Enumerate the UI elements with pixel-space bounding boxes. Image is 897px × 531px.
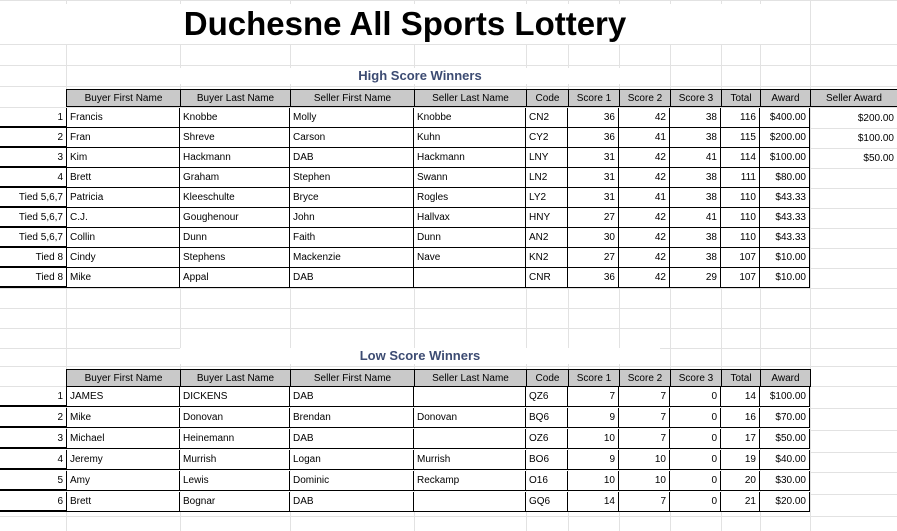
seller-award-cell: $200.00 [857,112,894,124]
seller-first-cell[interactable]: DAB [290,429,414,449]
total-cell[interactable]: 110 [721,188,760,208]
high-column-header: Score 1 [568,89,620,107]
high-column-header: Buyer Last Name [180,89,291,107]
code-cell[interactable]: AN2 [526,228,568,248]
seller-first-cell[interactable]: Logan [290,450,414,470]
buyer-last-cell[interactable]: Bognar [180,492,290,512]
award-cell[interactable]: $43.33 [760,228,810,248]
buyer-first-cell[interactable]: JAMES [66,387,180,407]
code-cell[interactable]: CY2 [526,128,568,148]
s1-cell[interactable]: 36 [568,108,619,128]
gridline-horizontal [0,65,897,66]
gridline-horizontal [0,308,897,309]
rank-label: 2 [0,408,66,428]
s1-cell[interactable]: 30 [568,228,619,248]
rank-label: Tied 5,6,7 [0,208,66,228]
code-cell[interactable]: OZ6 [526,429,568,449]
s3-cell[interactable]: 0 [670,492,721,512]
seller-last-cell[interactable]: Hallvax [414,208,526,228]
seller-first-cell[interactable]: Stephen [290,168,414,188]
award-cell[interactable]: $10.00 [760,268,810,288]
buyer-last-cell[interactable]: Knobbe [180,108,290,128]
seller-award-cell [810,228,897,248]
buyer-first-cell[interactable]: Mike [66,268,180,288]
high-column-header: Seller First Name [290,89,415,107]
award-cell[interactable]: $43.33 [760,208,810,228]
s2-cell[interactable]: 42 [619,208,670,228]
award-cell[interactable]: $70.00 [760,408,810,428]
high-column-header: Seller Last Name [414,89,527,107]
code-cell[interactable]: KN2 [526,248,568,268]
low-column-header: Buyer First Name [66,369,181,387]
gridline-horizontal [0,44,897,45]
award-cell[interactable]: $400.00 [760,108,810,128]
seller-first-cell[interactable]: DAB [290,387,414,407]
rank-label: Tied 5,6,7 [0,188,66,208]
s3-cell[interactable]: 0 [670,408,721,428]
gridline-horizontal [0,366,897,367]
seller-award-cell [810,188,897,208]
seller-last-cell[interactable]: Knobbe [414,108,526,128]
s1-cell[interactable]: 10 [568,471,619,491]
seller-last-cell[interactable]: Dunn [414,228,526,248]
low-column-header: Total [721,369,761,387]
award-cell[interactable]: $30.00 [760,471,810,491]
seller-first-cell[interactable]: Brendan [290,408,414,428]
seller-first-cell[interactable]: Mackenzie [290,248,414,268]
s2-cell[interactable]: 7 [619,387,670,407]
buyer-last-cell[interactable]: Hackmann [180,148,290,168]
rank-label: 4 [0,168,66,188]
s1-cell[interactable]: 7 [568,387,619,407]
seller-last-cell[interactable] [414,429,526,449]
seller-last-cell[interactable] [414,492,526,512]
seller-award-cell [810,168,897,188]
buyer-last-cell[interactable]: Shreve [180,128,290,148]
rank-label: Tied 8 [0,268,66,288]
s1-cell[interactable]: 31 [568,188,619,208]
s1-cell[interactable]: 36 [568,128,619,148]
rank-label: 3 [0,148,66,168]
gridline-horizontal [0,288,897,289]
total-cell[interactable]: 19 [721,450,760,470]
s2-cell[interactable]: 10 [619,471,670,491]
seller-last-cell[interactable]: Nave [414,248,526,268]
seller-award-cell: $50.00 [863,152,894,164]
high-column-header: Score 3 [670,89,722,107]
high-score-heading: High Score Winners [180,68,660,84]
s1-cell[interactable]: 9 [568,450,619,470]
code-cell[interactable]: HNY [526,208,568,228]
seller-last-cell[interactable]: Murrish [414,450,526,470]
s2-cell[interactable]: 42 [619,228,670,248]
s3-cell[interactable]: 38 [670,188,721,208]
s2-cell[interactable]: 42 [619,168,670,188]
s1-cell[interactable]: 14 [568,492,619,512]
buyer-first-cell[interactable]: Francis [66,108,180,128]
rank-label: 4 [0,450,66,470]
code-cell[interactable]: CN2 [526,108,568,128]
award-cell[interactable]: $200.00 [760,128,810,148]
s3-cell[interactable]: 0 [670,450,721,470]
s3-cell[interactable]: 29 [670,268,721,288]
buyer-first-cell[interactable]: Collin [66,228,180,248]
seller-first-cell[interactable]: Molly [290,108,414,128]
s3-cell[interactable]: 38 [670,168,721,188]
seller-award-cell: $100.00 [857,132,894,144]
buyer-first-cell[interactable]: Patricia [66,188,180,208]
code-cell[interactable]: BQ6 [526,408,568,428]
buyer-last-cell[interactable]: Goughenour [180,208,290,228]
s2-cell[interactable]: 42 [619,268,670,288]
rank-label: Tied 8 [0,248,66,268]
s1-cell[interactable]: 10 [568,429,619,449]
code-cell[interactable]: O16 [526,471,568,491]
gridline-horizontal [0,516,897,517]
low-column-header: Score 3 [670,369,722,387]
buyer-first-cell[interactable]: Michael [66,429,180,449]
low-column-header: Buyer Last Name [180,369,291,387]
seller-last-cell[interactable]: Kuhn [414,128,526,148]
s1-cell[interactable]: 27 [568,208,619,228]
s1-cell[interactable]: 31 [568,148,619,168]
rank-label: 3 [0,429,66,449]
s3-cell[interactable]: 38 [670,128,721,148]
buyer-last-cell[interactable]: Stephens [180,248,290,268]
s2-cell[interactable]: 42 [619,108,670,128]
award-cell[interactable]: $100.00 [760,148,810,168]
sheet-title: Duchesne All Sports Lottery [0,4,810,44]
total-cell[interactable]: 107 [721,248,760,268]
code-cell[interactable]: QZ6 [526,387,568,407]
rank-label: 1 [0,108,66,128]
seller-award-cell [810,208,897,228]
seller-first-cell[interactable]: Carson [290,128,414,148]
award-cell[interactable]: $43.33 [760,188,810,208]
buyer-last-cell[interactable]: Heinemann [180,429,290,449]
s2-cell[interactable]: 7 [619,429,670,449]
total-cell[interactable]: 107 [721,268,760,288]
total-cell[interactable]: 111 [721,168,760,188]
total-cell[interactable]: 20 [721,471,760,491]
rank-label: Tied 5,6,7 [0,228,66,248]
s1-cell[interactable]: 9 [568,408,619,428]
low-column-header: Score 2 [619,369,671,387]
s3-cell[interactable]: 41 [670,208,721,228]
total-cell[interactable]: 17 [721,429,760,449]
seller-last-cell[interactable]: Hackmann [414,148,526,168]
buyer-last-cell[interactable]: Donovan [180,408,290,428]
code-cell[interactable]: LY2 [526,188,568,208]
high-column-header: Award [760,89,811,107]
s1-cell[interactable]: 36 [568,268,619,288]
total-cell[interactable]: 114 [721,148,760,168]
seller-first-cell[interactable]: DAB [290,492,414,512]
s3-cell[interactable]: 0 [670,429,721,449]
gridline-horizontal [0,328,897,329]
total-cell[interactable]: 16 [721,408,760,428]
s2-cell[interactable]: 42 [619,248,670,268]
high-column-header: Seller Award [810,89,897,107]
buyer-first-cell[interactable]: Fran [66,128,180,148]
code-cell[interactable]: BO6 [526,450,568,470]
seller-last-cell[interactable]: Reckamp [414,471,526,491]
s2-cell[interactable]: 42 [619,148,670,168]
total-cell[interactable]: 21 [721,492,760,512]
seller-award-cell [810,248,897,268]
total-cell[interactable]: 14 [721,387,760,407]
buyer-first-cell[interactable]: Kim [66,148,180,168]
s2-cell[interactable]: 41 [619,188,670,208]
seller-last-cell[interactable]: Rogles [414,188,526,208]
high-column-header: Buyer First Name [66,89,181,107]
s3-cell[interactable]: 0 [670,387,721,407]
seller-first-cell[interactable]: Bryce [290,188,414,208]
code-cell[interactable]: LN2 [526,168,568,188]
buyer-first-cell[interactable]: Brett [66,168,180,188]
low-score-heading: Low Score Winners [180,348,660,364]
award-cell[interactable]: $50.00 [760,429,810,449]
buyer-first-cell[interactable]: C.J. [66,208,180,228]
low-column-header: Seller Last Name [414,369,527,387]
low-column-header: Score 1 [568,369,620,387]
total-cell[interactable]: 116 [721,108,760,128]
buyer-first-cell[interactable]: Brett [66,492,180,512]
s2-cell[interactable]: 7 [619,408,670,428]
seller-last-cell[interactable]: Swann [414,168,526,188]
buyer-last-cell[interactable]: Lewis [180,471,290,491]
award-cell[interactable]: $40.00 [760,450,810,470]
s1-cell[interactable]: 31 [568,168,619,188]
award-cell[interactable]: $80.00 [760,168,810,188]
s2-cell[interactable]: 7 [619,492,670,512]
seller-last-cell[interactable] [414,387,526,407]
award-cell[interactable]: $10.00 [760,248,810,268]
total-cell[interactable]: 110 [721,208,760,228]
award-cell[interactable]: $20.00 [760,492,810,512]
high-column-header: Code [526,89,569,107]
s2-cell[interactable]: 10 [619,450,670,470]
low-column-header: Seller First Name [290,369,415,387]
seller-award-cell [810,268,897,288]
buyer-last-cell[interactable]: Kleeschulte [180,188,290,208]
buyer-first-cell[interactable]: Mike [66,408,180,428]
seller-last-cell[interactable] [414,268,526,288]
s3-cell[interactable]: 41 [670,148,721,168]
seller-first-cell[interactable]: Faith [290,228,414,248]
total-cell[interactable]: 110 [721,228,760,248]
seller-first-cell[interactable]: DAB [290,148,414,168]
rank-label: 1 [0,387,66,407]
low-column-header: Award [760,369,811,387]
s3-cell[interactable]: 0 [670,471,721,491]
buyer-last-cell[interactable]: Appal [180,268,290,288]
seller-first-cell[interactable]: DAB [290,268,414,288]
buyer-last-cell[interactable]: Murrish [180,450,290,470]
award-cell[interactable]: $100.00 [760,387,810,407]
seller-last-cell[interactable]: Donovan [414,408,526,428]
high-column-header: Total [721,89,761,107]
seller-first-cell[interactable]: John [290,208,414,228]
buyer-last-cell[interactable]: Dunn [180,228,290,248]
rank-label: 6 [0,492,66,512]
s1-cell[interactable]: 27 [568,248,619,268]
s3-cell[interactable]: 38 [670,248,721,268]
high-column-header: Score 2 [619,89,671,107]
gridline-horizontal [0,0,897,1]
buyer-last-cell[interactable]: Graham [180,168,290,188]
rank-label: 5 [0,471,66,491]
total-cell[interactable]: 115 [721,128,760,148]
code-cell[interactable]: GQ6 [526,492,568,512]
buyer-last-cell[interactable]: DICKENS [180,387,290,407]
s3-cell[interactable]: 38 [670,108,721,128]
buyer-first-cell[interactable]: Jeremy [66,450,180,470]
code-cell[interactable]: CNR [526,268,568,288]
gridline-horizontal [0,86,897,87]
code-cell[interactable]: LNY [526,148,568,168]
low-column-header: Code [526,369,569,387]
rank-label: 2 [0,128,66,148]
s3-cell[interactable]: 38 [670,228,721,248]
buyer-first-cell[interactable]: Cindy [66,248,180,268]
s2-cell[interactable]: 41 [619,128,670,148]
seller-first-cell[interactable]: Dominic [290,471,414,491]
buyer-first-cell[interactable]: Amy [66,471,180,491]
